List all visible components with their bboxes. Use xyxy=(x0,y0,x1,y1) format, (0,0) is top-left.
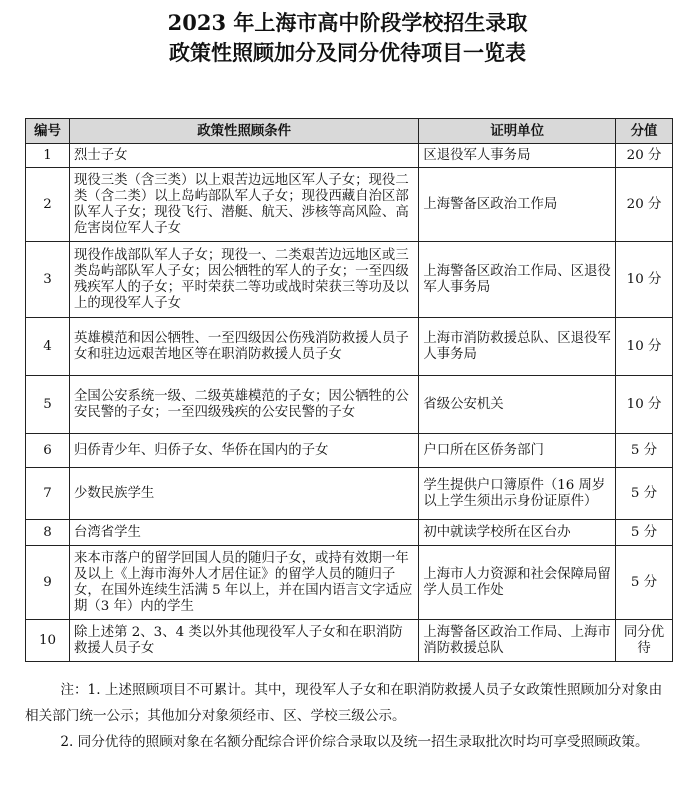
document-title-line1: 2023 年上海市高中阶段学校招生录取 xyxy=(167,10,528,35)
note-2: 2. 同分优待的照顾对象在名额分配综合评价综合录取以及统一招生录取批次时均可享受照顾政策。 xyxy=(60,734,649,750)
cell-condition: 归侨青少年、归侨子女、华侨在国内的子女 xyxy=(69,434,418,468)
cell-condition: 少数民族学生 xyxy=(69,468,418,520)
table-row xyxy=(26,144,673,168)
cell-score: 5 分 xyxy=(616,520,673,546)
cell-unit: 区退役军人事务局 xyxy=(419,144,616,168)
header-score: 分值 xyxy=(616,119,673,144)
cell-score: 10 分 xyxy=(616,318,673,376)
table-row xyxy=(26,168,673,242)
header-no: 编号 xyxy=(26,119,70,144)
cell-score: 10 分 xyxy=(616,376,673,434)
cell-unit: 户口所在区侨务部门 xyxy=(419,434,616,468)
cell-no: 7 xyxy=(26,468,70,520)
policy-table xyxy=(25,118,673,662)
table-header-row xyxy=(26,119,673,144)
table-row xyxy=(26,434,673,468)
cell-no: 9 xyxy=(26,546,70,620)
cell-score: 5 分 xyxy=(616,434,673,468)
cell-score: 同分优待 xyxy=(616,620,673,662)
cell-condition: 全国公安系统一级、二级英雄模范的子女；因公牺牲的公安民警的子女；一至四级残疾的公安民警的子女 xyxy=(69,376,418,434)
cell-condition: 现役三类（含三类）以上艰苦边远地区军人子女；现役二类（含二类）以上岛屿部队军人子女；现役西藏自治区部队军人子女；现役飞行、潜艇、航天、涉核等高风险、高危害岗位军人子女 xyxy=(69,168,418,242)
cell-no: 10 xyxy=(26,620,70,662)
cell-unit: 初中就读学校所在区台办 xyxy=(419,520,616,546)
cell-condition: 台湾省学生 xyxy=(69,520,418,546)
cell-condition: 现役作战部队军人子女；现役一、二类艰苦边远地区或三类岛屿部队军人子女；因公牺牲的军人的子女；一至四级残疾军人的子女；平时荣获二等功或战时荣获三等功及以上的现役军人子女 xyxy=(69,242,418,318)
table-row xyxy=(26,376,673,434)
cell-condition: 除上述第 2、3、4 类以外其他现役军人子女和在职消防救援人员子女 xyxy=(69,620,418,662)
table-row xyxy=(26,468,673,520)
cell-condition: 烈士子女 xyxy=(69,144,418,168)
cell-score: 5 分 xyxy=(616,468,673,520)
cell-no: 4 xyxy=(26,318,70,376)
table-row xyxy=(26,620,673,662)
cell-condition: 英雄模范和因公牺牲、一至四级因公伤残消防救援人员子女和驻边远艰苦地区等在职消防救援人员子女 xyxy=(69,318,418,376)
cell-unit: 省级公安机关 xyxy=(419,376,616,434)
cell-no: 3 xyxy=(26,242,70,318)
cell-score: 10 分 xyxy=(616,242,673,318)
cell-score: 5 分 xyxy=(616,546,673,620)
header-condition: 政策性照顾条件 xyxy=(69,119,418,144)
cell-condition: 来本市落户的留学回国人员的随归子女，或持有效期一年及以上《上海市海外人才居住证》的留学人员的随归子女，在国外连续生活满 5 年以上，并在国内语言文字适应期（3 年）内的学生 xyxy=(69,546,418,620)
cell-score: 20 分 xyxy=(616,168,673,242)
document-title-line2: 政策性照顾加分及同分优待项目一览表 xyxy=(169,40,526,65)
cell-no: 2 xyxy=(26,168,70,242)
header-unit: 证明单位 xyxy=(419,119,616,144)
cell-no: 5 xyxy=(26,376,70,434)
cell-score: 20 分 xyxy=(616,144,673,168)
table-row xyxy=(26,546,673,620)
cell-unit: 上海警备区政治工作局、上海市消防救援总队 xyxy=(419,620,616,662)
cell-unit: 上海警备区政治工作局 xyxy=(419,168,616,242)
note-1: 注：1. 上述照顾项目不可累计。其中，现役军人子女和在职消防救援人员子女政策性照顾加分对象由相关部门统一公示；其他加分对象须经市、区、学校三级公示。 xyxy=(25,682,663,724)
cell-no: 6 xyxy=(26,434,70,468)
cell-no: 8 xyxy=(26,520,70,546)
cell-unit: 学生提供户口簿原件（16 周岁以上学生须出示身份证原件） xyxy=(419,468,616,520)
cell-unit: 上海市消防救援总队、区退役军人事务局 xyxy=(419,318,616,376)
cell-no: 1 xyxy=(26,144,70,168)
table-row xyxy=(26,520,673,546)
notes-section xyxy=(25,677,665,755)
cell-unit: 上海警备区政治工作局、区退役军人事务局 xyxy=(419,242,616,318)
table-row xyxy=(26,242,673,318)
table-row xyxy=(26,318,673,376)
cell-unit: 上海市人力资源和社会保障局留学人员工作处 xyxy=(419,546,616,620)
